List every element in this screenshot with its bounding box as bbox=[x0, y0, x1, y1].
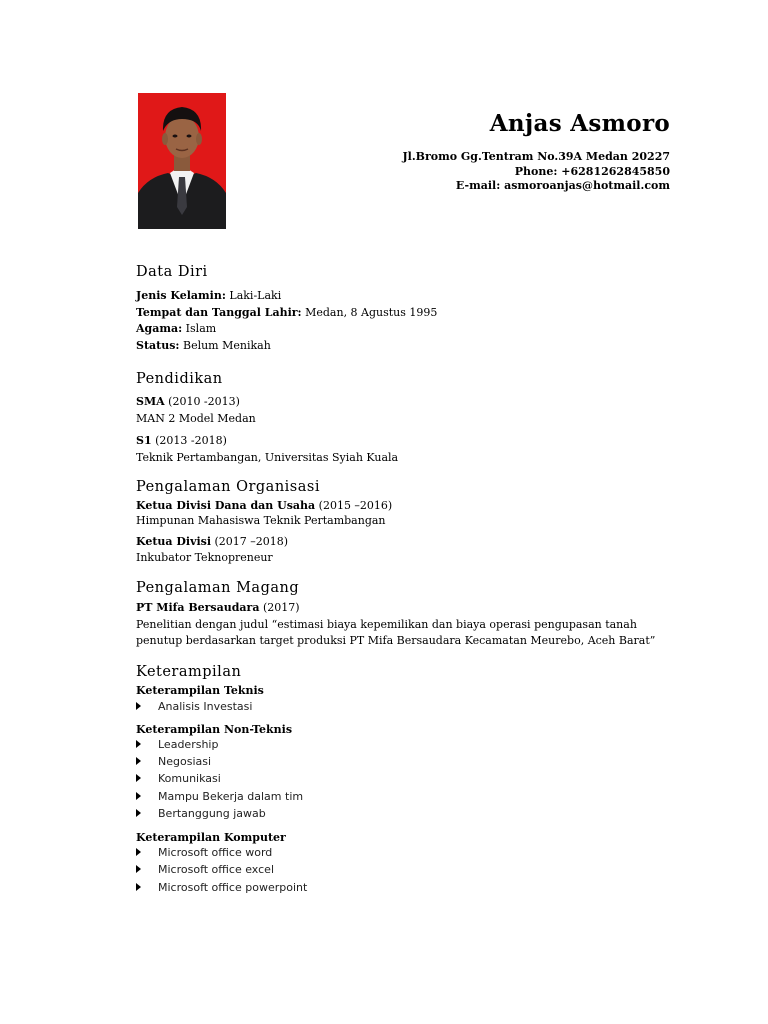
skill-item: Komunikasi bbox=[136, 772, 221, 785]
skills-computer-title: Keterampilan Komputer bbox=[136, 831, 286, 844]
contact-block bbox=[402, 150, 670, 194]
personal-value: Medan, 8 Agustus 1995 bbox=[301, 306, 438, 319]
skill-item: Microsoft office excel bbox=[136, 863, 274, 876]
education-years: (2013 -2018) bbox=[151, 434, 227, 447]
organization-years: (2015 –2016) bbox=[315, 499, 393, 512]
internship-entry bbox=[136, 601, 300, 614]
organization-entry bbox=[136, 535, 288, 548]
address-text: Jl.Bromo Gg.Tentram No.39A Medan 20227 bbox=[402, 150, 670, 163]
section-title-pendidikan: Pendidikan bbox=[136, 371, 223, 387]
organization-role: Ketua Divisi bbox=[136, 535, 212, 548]
bullet-arrow-icon bbox=[136, 774, 141, 782]
candidate-name: Anjas Asmoro bbox=[489, 110, 670, 137]
bullet-arrow-icon bbox=[136, 809, 141, 817]
personal-value: Belum Menikah bbox=[179, 339, 271, 352]
skills-technical-title: Keterampilan Teknis bbox=[136, 684, 264, 697]
organization-role: Ketua Divisi Dana dan Usaha bbox=[136, 499, 316, 512]
skills-nontechnical-title: Keterampilan Non-Teknis bbox=[136, 723, 293, 736]
section-title-magang: Pengalaman Magang bbox=[136, 580, 300, 596]
skill-item: Microsoft office powerpoint bbox=[136, 881, 307, 894]
email-text: E-mail: asmoroanjas@hotmail.com bbox=[455, 179, 670, 192]
organization-name: Inkubator Teknopreneur bbox=[136, 551, 273, 564]
section-title-organisasi: Pengalaman Organisasi bbox=[136, 479, 320, 495]
bullet-arrow-icon bbox=[136, 848, 141, 856]
bullet-arrow-icon bbox=[136, 740, 141, 748]
section-title-keterampilan: Keterampilan bbox=[136, 664, 242, 680]
organization-entry bbox=[136, 499, 392, 512]
bullet-arrow-icon bbox=[136, 883, 141, 891]
bullet-arrow-icon bbox=[136, 792, 141, 800]
personal-row bbox=[136, 322, 216, 335]
skill-item: Analisis Investasi bbox=[136, 700, 252, 713]
education-years: (2010 -2013) bbox=[164, 395, 240, 408]
personal-value: Laki-Laki bbox=[225, 289, 282, 302]
internship-year: (2017) bbox=[259, 601, 300, 614]
personal-row bbox=[136, 289, 281, 302]
skill-item: Microsoft office word bbox=[136, 846, 272, 859]
organization-name: Himpunan Mahasiswa Teknik Pertambangan bbox=[136, 514, 386, 527]
personal-label: Status: bbox=[136, 339, 180, 352]
education-school: MAN 2 Model Medan bbox=[136, 412, 256, 425]
personal-value: Islam bbox=[182, 322, 217, 335]
skill-item: Bertanggung jawab bbox=[136, 807, 266, 820]
bullet-arrow-icon bbox=[136, 757, 141, 765]
education-level: SMA bbox=[136, 395, 165, 408]
skill-item: Leadership bbox=[136, 738, 218, 751]
internship-description: Penelitian dengan judul “estimasi biaya kepemilikan dan biaya operasi pengupasan tanah penutup berdasarkan target produksi PT Mifa Bersaudara Kecamatan Meurebo, Aceh Barat” bbox=[136, 618, 656, 647]
education-entry bbox=[136, 434, 227, 447]
education-entry bbox=[136, 395, 240, 408]
bullet-arrow-icon bbox=[136, 702, 141, 710]
profile-photo bbox=[138, 93, 226, 229]
personal-label: Jenis Kelamin: bbox=[136, 289, 226, 302]
personal-row bbox=[136, 339, 271, 352]
phone-text: Phone: +6281262845850 bbox=[514, 164, 670, 178]
internship-company: PT Mifa Bersaudara bbox=[136, 601, 260, 614]
skill-item: Negosiasi bbox=[136, 755, 211, 768]
organization-years: (2017 –2018) bbox=[211, 535, 289, 548]
skill-item: Mampu Bekerja dalam tim bbox=[136, 790, 303, 803]
section-title-data-diri: Data Diri bbox=[136, 264, 208, 280]
personal-label: Tempat dan Tanggal Lahir: bbox=[136, 306, 302, 319]
bullet-arrow-icon bbox=[136, 865, 141, 873]
education-level: S1 bbox=[136, 434, 152, 447]
personal-row bbox=[136, 306, 437, 319]
personal-label: Agama: bbox=[136, 322, 183, 335]
education-school: Teknik Pertambangan, Universitas Syiah Kuala bbox=[136, 451, 399, 464]
